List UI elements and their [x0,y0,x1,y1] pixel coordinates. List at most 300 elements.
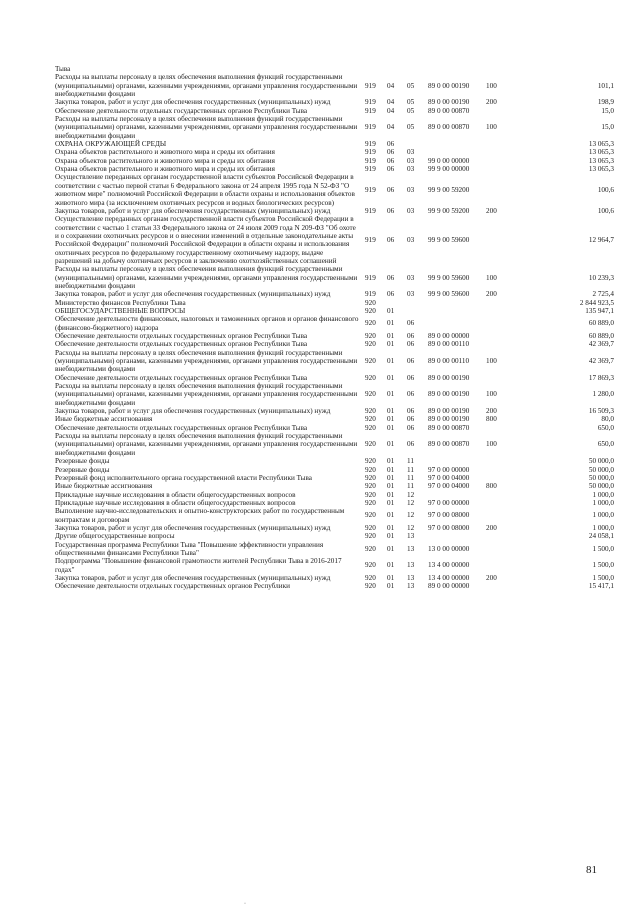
table-row [55,415,614,423]
row-subsection-code: 06 [407,440,415,449]
row-target-article: 89 0 00 00190 [428,390,470,399]
row-section-code: 01 [387,319,395,328]
row-target-article: 89 0 00 00000 [428,582,470,591]
row-description: Осуществление переданных органам государственной власти субъектов Российской Федерации в соответствии с частью 1 статьи 33 Федерального закона от 24 июля 2009 года N 209-ФЗ "Об охоте и о сохранении охотничьих ресурсов и о внесении изменений в отдельные законодательные акты Российской Федерации" полномочий Российской Федерации в области охраны и использования охотничьих ресурсов по федеральному государственному охотничьему надзору, выдаче разрешений на добычу охотничьих ресурсов и заключению охотхозяйственных соглашений [55,215,356,265]
row-ministry-code: 920 [365,532,376,541]
row-expense-type: 200 [486,290,497,299]
row-description: Расходы на выплаты персоналу в целях обеспечения выполнения функций государственными (муниципальными) органами, казенными учреждениями, органами управления государственными внебюджетными фондами [55,432,358,457]
row-ministry-code: 920 [365,423,376,432]
row-expense-type: 100 [486,440,497,449]
table-row [55,349,614,374]
row-section-code: 01 [387,306,395,315]
row-subsection-code: 03 [407,236,415,245]
table-row [55,65,614,73]
row-section-code: 01 [387,357,395,366]
row-subsection-code [407,140,428,148]
row-expense-type: 100 [486,81,497,90]
row-target-article: 99 9 00 59600 [428,236,470,245]
row-section-code: 01 [387,582,395,591]
table-row [55,541,614,558]
row-description: Расходы на выплаты персоналу в целях обеспечения выполнения функций государственными (муниципальными) органами, казенными учреждениями, органами управления государственными внебюджетными фондами [55,73,358,99]
row-subsection-code: 12 [407,523,415,532]
row-section-code: 01 [387,465,395,474]
row-description: Выполнение научно-исследовательских и опытно-конструкторских работ по государственным контрактам и договорам [55,507,345,524]
row-expense-type [486,157,516,165]
row-amount: 10 239,3 [588,273,614,282]
row-subsection-code: 06 [407,415,415,424]
row-subsection-code: 06 [407,319,415,328]
row-section-code [387,65,407,73]
row-amount: 50 000,0 [588,457,614,466]
row-subsection-code: 06 [407,407,415,416]
table-row [55,499,614,507]
row-target-article: 89 0 00 00190 [428,81,470,90]
row-ministry-code: 920 [365,490,376,499]
row-target-article: 89 0 00 00190 [428,407,470,416]
row-description: Обеспечение деятельности отдельных государственных органов Республики Тыва [55,423,308,432]
row-amount: 1 000,0 [592,490,614,499]
row-target-article: 89 0 00 00110 [428,340,470,349]
row-section-code: 06 [387,290,395,299]
table-row [55,474,614,482]
row-amount: 1 000,0 [592,523,614,532]
row-ministry-code: 920 [365,457,376,466]
row-expense-type [486,466,516,474]
row-target-article: 89 0 00 00190 [428,98,470,107]
row-expense-type [486,499,516,507]
row-amount: 101,1 [597,81,614,90]
row-ministry-code: 920 [365,498,376,507]
row-amount: 15,0 [601,123,614,132]
table-row [55,557,614,574]
row-ministry-code: 920 [365,582,376,591]
row-subsection-code: 13 [407,573,415,582]
row-expense-type [486,148,516,156]
row-ministry-code: 920 [365,373,376,382]
row-description: Закупка товаров, работ и услуг для обеспечения государственных (муниципальных) нужд [55,573,331,582]
row-subsection-code: 06 [407,423,415,432]
row-section-code: 01 [387,473,395,482]
row-ministry-code: 919 [365,290,376,299]
row-amount: 50 000,0 [588,482,614,491]
row-expense-type: 100 [486,123,497,132]
row-ministry-code: 920 [365,332,376,340]
row-description: Резервные фонды [55,465,110,474]
row-target-article [428,457,486,465]
row-amount: 1 000,0 [592,498,614,507]
row-description: Охрана объектов растительного и животного мира и среды их обитания [55,148,275,157]
row-ministry-code: 920 [365,482,376,491]
row-section-code: 06 [387,185,395,194]
row-section-code: 01 [387,440,395,449]
table-row [55,315,614,332]
row-amount [516,65,614,73]
row-ministry-code: 919 [365,236,376,245]
row-ministry-code: 919 [365,206,376,215]
table-row [55,524,614,532]
row-description: Охрана объектов растительного и животного мира и среды их обитания [55,165,275,174]
row-ministry-code: 919 [365,185,376,194]
row-description: Тыва [55,65,71,73]
row-target-article: 89 0 00 00870 [428,423,470,432]
table-row [55,340,614,348]
row-description: Прикладные научные исследования в области общегосударственных вопросов [55,490,296,499]
row-subsection-code: 03 [407,206,415,215]
table-row [55,299,614,307]
row-description: Охрана объектов растительного и животного мира и среды их обитания [55,156,275,165]
row-amount: 1 280,0 [592,390,614,399]
row-ministry-code: 920 [365,306,376,315]
row-section-code: 01 [387,561,395,570]
row-description: Расходы на выплаты персоналу в целях обеспечения выполнения функций государственными (муниципальными) органами, казенными учреждениями, органами управления государственными внебюджетными фондами [55,115,358,140]
row-amount: 2 844 923,5 [579,298,614,307]
row-amount: 12 964,7 [588,236,614,245]
row-target-article: 99 9 00 00000 [428,165,470,174]
row-target-article: 89 0 00 00190 [428,415,470,424]
row-target-article: 97 0 00 04000 [428,482,470,491]
row-description: Закупка товаров, работ и услуг для обеспечения государственных (муниципальных) нужд [55,523,331,532]
row-expense-type [486,541,516,558]
row-target-article: 99 9 00 59600 [428,290,470,299]
row-expense-type: 100 [486,273,497,282]
row-section-code: 01 [387,415,395,424]
row-target-article: 13 4 00 00000 [428,561,470,570]
row-target-article: 99 9 00 59200 [428,206,470,215]
row-subsection-code: 03 [407,148,415,157]
row-amount: 100,6 [597,185,614,194]
row-description: Обеспечение деятельности отдельных государственных органов Республики Тыва [55,106,308,115]
row-amount: 15 417,1 [588,582,614,591]
row-target-article: 97 0 00 00000 [428,498,470,507]
row-section-code: 01 [387,511,395,520]
table-row [55,424,614,432]
row-amount: 60 889,0 [588,319,614,328]
row-amount: 1 500,0 [592,544,614,553]
row-expense-type [486,140,516,148]
row-section-code: 06 [387,236,395,245]
row-section-code: 06 [387,273,395,282]
row-ministry-code: 919 [365,123,376,132]
table-row [55,148,614,156]
row-description: Государственная программа Республики Тыва "Повышение эффективности управления общественными финансами Республики Тыва" [55,540,324,557]
row-subsection-code: 03 [407,273,415,282]
row-ministry-code: 920 [365,561,376,570]
row-ministry-code: 919 [365,106,376,115]
row-amount: 42 369,7 [588,357,614,366]
row-target-article [428,299,486,307]
row-expense-type [486,173,516,206]
table-row [55,307,614,315]
row-ministry-code: 919 [365,156,376,165]
row-subsection-code: 06 [407,390,415,399]
row-expense-type: 200 [486,98,497,107]
row-ministry-code: 919 [365,81,376,90]
row-section-code: 04 [387,106,395,115]
row-amount: 650,0 [597,440,614,449]
row-amount: 17 869,3 [588,373,614,382]
table-row [55,507,614,524]
row-section-code: 06 [387,148,395,157]
row-subsection-code: 05 [407,106,415,115]
row-amount: 13 065,3 [588,148,614,157]
row-amount: 16 509,3 [588,407,614,416]
row-target-article [428,532,486,540]
row-ministry-code: 920 [365,544,376,553]
row-target-article: 89 0 00 00190 [428,373,470,382]
row-expense-type: 100 [486,390,497,399]
row-section-code: 01 [387,532,395,541]
row-subsection-code: 03 [407,185,415,194]
row-expense-type [486,307,516,315]
row-subsection-code: 12 [407,498,415,507]
row-amount: 2 725,4 [592,290,614,299]
row-target-article [428,307,486,315]
row-subsection-code: 12 [407,511,415,520]
row-description: Министерство финансов Республики Тыва [55,298,186,307]
row-ministry-code: 920 [365,340,376,349]
row-section-code: 01 [387,490,395,499]
row-expense-type: 800 [486,415,497,424]
row-target-article: 99 9 00 59600 [428,273,470,282]
row-description: Подпрограмма "Повышение финансовой грамотности жителей Республики Тыва в 2016-2017 годах" [55,557,342,574]
row-target-article [428,315,486,332]
row-ministry-code: 920 [365,511,376,520]
row-expense-type: 200 [486,573,497,582]
row-target-article: 13 4 00 00000 [428,573,470,582]
row-section-code: 06 [387,156,395,165]
table-row [55,107,614,115]
row-subsection-code: 06 [407,340,415,349]
row-section-code: 01 [387,332,395,340]
row-description: Резервные фонды [55,457,110,466]
row-expense-type [486,474,516,482]
row-description: Закупка товаров, работ и услуг для обеспечения государственных (муниципальных) нужд [55,290,331,299]
row-subsection-code: 11 [407,482,414,491]
row-ministry-code: 920 [365,473,376,482]
row-ministry-code: 920 [365,440,376,449]
table-row [55,332,614,340]
table-row [55,407,614,415]
row-amount: 13 065,3 [588,165,614,174]
row-subsection-code: 13 [407,582,415,591]
row-subsection-code: 06 [407,357,415,366]
row-target-article [428,140,486,148]
row-section-code: 01 [387,373,395,382]
row-ministry-code: 920 [365,357,376,366]
row-amount: 650,0 [597,423,614,432]
row-description: Прикладные научные исследования в области общегосударственных вопросов [55,498,296,507]
scan-mark: · [244,901,246,907]
row-section-code: 01 [387,340,395,349]
row-description: ОХРАНА ОКРУЖАЮЩЕЙ СРЕДЫ [55,140,167,149]
row-description: Закупка товаров, работ и услуг для обеспечения государственных (муниципальных) нужд [55,206,331,215]
row-expense-type: 200 [486,407,497,416]
row-target-article: 97 0 00 08000 [428,523,470,532]
row-target-article: 89 0 00 00870 [428,123,470,132]
table-row [55,157,614,165]
row-ministry-code: 919 [365,148,376,157]
row-subsection-code [407,65,428,73]
row-description: Обеспечение деятельности отдельных государственных органов Республики Тыва [55,332,308,340]
table-row [55,290,614,298]
row-description: Закупка товаров, работ и услуг для обеспечения государственных (муниципальных) нужд [55,407,331,416]
row-expense-type: 100 [486,357,497,366]
row-subsection-code: 03 [407,165,415,174]
row-amount: 1 500,0 [592,573,614,582]
row-subsection-code: 13 [407,561,415,570]
row-description: Иные бюджетные ассигнования [55,482,153,491]
row-expense-type [486,374,516,382]
row-expense-type [486,215,516,265]
table-row [55,466,614,474]
row-section-code: 01 [387,407,395,416]
table-row [55,173,614,206]
row-description: Расходы на выплаты персоналу в целях обеспечения выполнения функций государственными (муниципальными) органами, казенными учреждениями, органами управления государственными внебюджетными фондами [55,265,358,290]
row-amount: 60 889,0 [588,332,614,340]
row-ministry-code: 920 [365,415,376,424]
row-ministry-code: 919 [365,140,376,149]
row-ministry-code: 919 [365,165,376,174]
row-amount: 50 000,0 [588,473,614,482]
row-ministry-code: 919 [365,273,376,282]
table-row [55,140,614,148]
row-description: Осуществление переданных органам государственной власти субъектов Российской Федерации в соответствии с частью первой статьи 6 Федерального закона от 24 апреля 1995 года N 52-ФЗ "О животном мире" полномочий Российской Федерации в области охраны и использования объектов животного мира (за исключением охотничьих ресурсов и водных биологических ресурсов) [55,173,355,207]
row-subsection-code: 03 [407,290,415,299]
table-row [55,115,614,140]
row-target-article: 99 9 00 59200 [428,185,470,194]
row-expense-type [486,107,516,115]
row-expense-type [486,507,516,524]
row-expense-type [486,165,516,173]
row-expense-type [486,299,516,307]
row-description: Расходы на выплаты персоналу в целях обеспечения выполнения функций государственными (муниципальными) органами, казенными учреждениями, органами управления государственными внебюджетными фондами [55,348,358,374]
table-row [55,482,614,490]
row-description: Обеспечение деятельности отдельных государственных органов Республики Тыва [55,340,308,349]
row-subsection-code: 03 [407,156,415,165]
row-ministry-code: 920 [365,573,376,582]
row-expense-type [486,582,516,590]
row-target-article [428,148,486,156]
row-amount: 1 000,0 [592,511,614,520]
row-amount: 50 000,0 [588,465,614,474]
table-row [55,382,614,407]
row-subsection-code: 05 [407,81,415,90]
row-description: Другие общегосударственные вопросы [55,532,175,541]
row-section-code [387,299,407,307]
table-row [55,432,614,457]
row-subsection-code: 11 [407,473,414,482]
row-section-code: 06 [387,165,395,174]
row-amount: 42 369,7 [588,340,614,349]
row-amount: 13 065,3 [588,156,614,165]
row-expense-type [486,532,516,540]
row-section-code: 01 [387,523,395,532]
row-amount: 1 500,0 [592,561,614,570]
row-target-article: 97 0 00 00000 [428,465,470,474]
row-amount: 100,6 [597,206,614,215]
row-target-article: 13 0 00 00000 [428,544,470,553]
row-ministry-code: 920 [365,407,376,416]
row-description: ОБЩЕГОСУДАРСТВЕННЫЕ ВОПРОСЫ [55,306,186,315]
row-section-code: 01 [387,498,395,507]
row-subsection-code [407,299,428,307]
row-subsection-code: 11 [407,465,414,474]
row-target-article: 97 0 00 08000 [428,511,470,520]
row-target-article [428,65,486,73]
table-row [55,491,614,499]
row-amount: 13 065,3 [588,140,614,149]
budget-table-body [55,65,614,591]
row-subsection-code: 06 [407,332,415,340]
row-expense-type: 200 [486,206,497,215]
budget-table [55,65,614,591]
row-expense-type [486,332,516,340]
row-expense-type [486,424,516,432]
row-subsection-code: 13 [407,544,415,553]
row-subsection-code: 06 [407,373,415,382]
table-row [55,457,614,465]
row-description: Резервный фонд исполнительного органа государственной власти Республики Тыва [55,473,312,482]
budget-table-page [55,65,614,591]
row-expense-type [486,457,516,465]
page-number: 81 [586,864,597,876]
table-row [55,98,614,106]
row-subsection-code: 13 [407,532,415,541]
table-row [55,73,614,98]
table-row [55,207,614,215]
row-subsection-code: 12 [407,490,415,499]
row-target-article: 97 0 00 04000 [428,473,470,482]
table-row [55,574,614,582]
row-section-code: 04 [387,123,395,132]
row-target-article [428,491,486,499]
row-target-article: 89 0 00 00000 [428,332,470,340]
row-ministry-code: 920 [365,465,376,474]
row-target-article: 99 0 00 00000 [428,156,470,165]
row-section-code: 06 [387,140,395,149]
table-row [55,374,614,382]
row-section-code: 01 [387,457,395,466]
table-row [55,532,614,540]
row-expense-type [486,65,516,73]
row-subsection-code: 11 [407,457,414,466]
row-ministry-code: 920 [365,523,376,532]
row-description: Расходы на выплаты персоналу в целях обеспечения выполнения функций государственными (муниципальными) органами, казенными учреждениями, органами управления государственными внебюджетными фондами [55,382,358,407]
row-expense-type [486,491,516,499]
row-description: Иные бюджетные ассигнования [55,415,153,424]
row-section-code: 01 [387,573,395,582]
row-expense-type [486,315,516,332]
row-ministry-code: 920 [365,298,376,307]
table-row [55,165,614,173]
row-description: Обеспечение деятельности финансовых, налоговых и таможенных органов и органов финансового (финансово-бюджетного) надзора [55,315,359,332]
row-amount: 135 947,1 [585,306,614,315]
row-description: Закупка товаров, работ и услуг для обеспечения государственных (муниципальных) нужд [55,98,331,107]
row-amount: 198,9 [597,98,614,107]
row-description: Обеспечение деятельности отдельных государственных органов Республики [55,582,290,591]
table-row [55,582,614,590]
row-section-code: 01 [387,390,395,399]
row-ministry-code: 920 [365,390,376,399]
row-expense-type: 200 [486,523,497,532]
row-section-code: 01 [387,544,395,553]
row-amount: 15,0 [601,106,614,115]
row-expense-type [486,557,516,574]
row-section-code: 06 [387,206,395,215]
row-subsection-code: 05 [407,123,415,132]
row-target-article: 89 0 00 00870 [428,440,470,449]
row-amount: 24 058,1 [588,532,614,541]
